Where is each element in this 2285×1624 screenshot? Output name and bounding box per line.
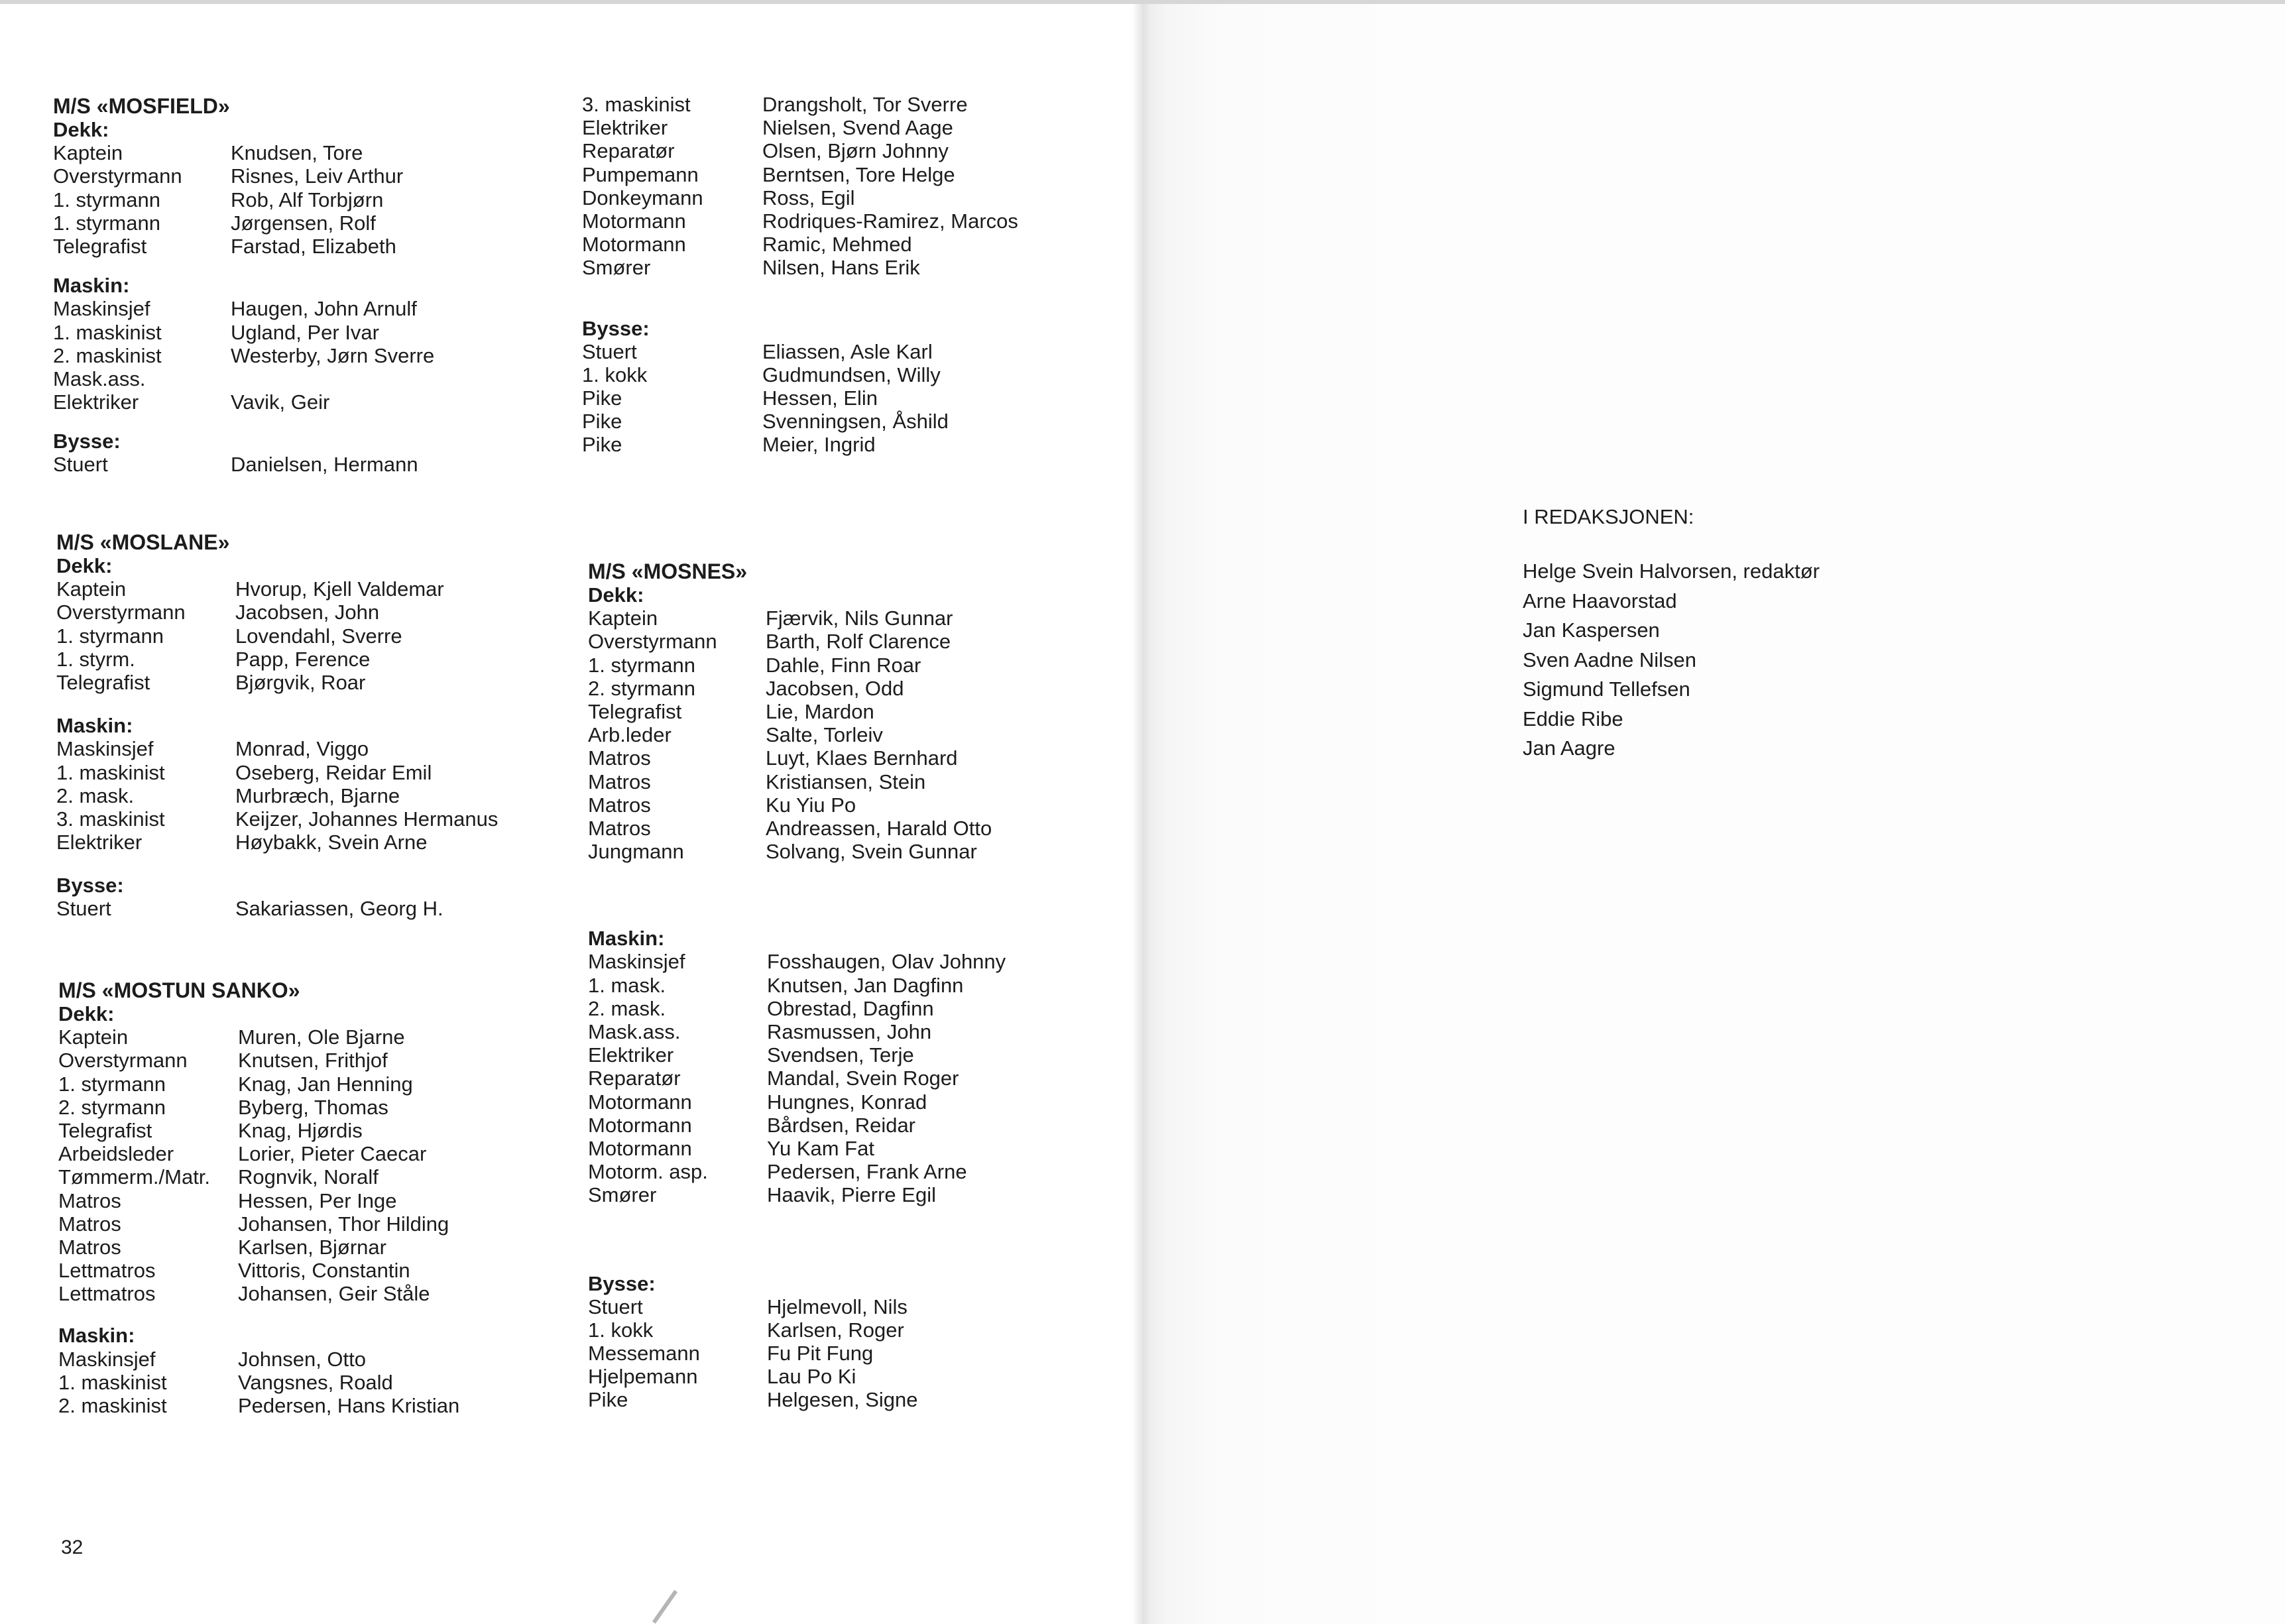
crew-row	[53, 453, 418, 477]
crew-row	[582, 139, 949, 163]
crew-name: Olsen, Bjørn Johnny	[762, 139, 949, 163]
crew-row	[588, 1342, 874, 1365]
crew-role: Smører	[588, 1183, 657, 1207]
crew-name: Høybakk, Svein Arne	[235, 831, 428, 854]
crew-name: Rob, Alf Torbjørn	[231, 188, 384, 211]
crew-name: Lie, Mardon	[766, 699, 874, 723]
crew-name: Vangsnes, Roald	[238, 1370, 393, 1394]
section-title-dekk: Dekk:	[56, 554, 113, 577]
crew-row	[588, 746, 958, 770]
section-title-dekk: Dekk:	[58, 1002, 115, 1025]
crew-role: Stuert	[56, 897, 111, 921]
crew-row	[58, 1142, 427, 1166]
crew-rows	[53, 141, 404, 258]
crew-list-moslane	[56, 530, 498, 921]
crew-row	[58, 1259, 410, 1283]
crew-role: Stuert	[588, 1295, 643, 1318]
crew-role: Smører	[582, 256, 651, 280]
crew-row	[58, 1212, 449, 1236]
crew-row	[53, 234, 396, 258]
editorial-member: Sigmund Tellefsen	[1523, 677, 1690, 701]
crew-list-mosnes	[588, 559, 1006, 1412]
crew-row	[582, 256, 920, 280]
crew-name: Hjelmevoll, Nils	[767, 1295, 908, 1318]
crew-row	[53, 297, 417, 321]
crew-row	[53, 164, 404, 188]
crew-role: Arb.leder	[588, 723, 672, 747]
crew-row	[588, 793, 856, 817]
crew-role: 2. styrmann	[58, 1095, 166, 1119]
crew-row	[56, 737, 369, 761]
crew-row	[588, 1295, 908, 1318]
crew-row	[582, 386, 878, 410]
crew-name: Knag, Hjørdis	[238, 1118, 363, 1142]
crew-row	[582, 209, 1018, 233]
crew-name: Hungnes, Konrad	[767, 1090, 927, 1114]
crew-name: Bjørgvik, Roar	[235, 670, 366, 694]
crew-name: Drangsholt, Tor Sverre	[762, 93, 968, 116]
crew-role: Matros	[588, 746, 651, 770]
crew-role: Pike	[582, 386, 622, 410]
editorial-header: I REDAKSJONEN:	[1523, 505, 1694, 528]
crew-role: Kaptein	[58, 1025, 129, 1049]
crew-row	[53, 343, 435, 367]
crew-row	[588, 973, 964, 997]
crew-role: Lettmatros	[58, 1282, 156, 1306]
crew-row	[582, 339, 933, 363]
crew-role: Motormann	[588, 1090, 692, 1114]
crew-role: Jungmann	[588, 840, 684, 864]
crew-row	[58, 1095, 388, 1119]
crew-row	[588, 723, 883, 747]
crew-row	[53, 320, 379, 344]
crew-row	[53, 367, 230, 390]
crew-role: Matros	[58, 1189, 121, 1212]
crew-role: 3. maskinist	[582, 93, 691, 116]
crew-row	[582, 233, 912, 257]
crew-list-mostun-sanko	[58, 978, 460, 1418]
crew-name: Helgesen, Signe	[767, 1388, 918, 1412]
crew-row	[56, 783, 400, 807]
crew-rows	[588, 1295, 918, 1412]
editorial-member: Helge Svein Halvorsen, redaktør	[1523, 559, 1820, 583]
crew-name: Ross, Egil	[762, 186, 855, 209]
crew-name: Kristiansen, Stein	[766, 770, 926, 793]
crew-name: Fu Pit Fung	[767, 1342, 874, 1365]
crew-role: Mask.ass.	[588, 1020, 681, 1044]
crew-name: Muren, Ole Bjarne	[238, 1025, 405, 1049]
crew-name: Westerby, Jørn Sverre	[231, 343, 435, 367]
editorial-member-list	[1523, 557, 1820, 764]
crew-rows	[56, 577, 444, 694]
crew-role: Overstyrmann	[53, 164, 182, 188]
crew-name: Lovendahl, Sverre	[235, 624, 402, 648]
crew-role: Elektriker	[56, 831, 143, 854]
crew-row	[588, 1020, 932, 1044]
crew-row	[58, 1025, 405, 1049]
right-page	[1142, 0, 2285, 1624]
crew-row	[56, 624, 402, 648]
crew-role: Elektriker	[53, 390, 139, 414]
crew-role: Arbeidsleder	[58, 1142, 174, 1166]
crew-role: Donkeymann	[582, 186, 703, 209]
crew-row	[58, 1235, 386, 1259]
editorial-member: Sven Aadne Nilsen	[1523, 648, 1696, 671]
crew-name: Fosshaugen, Olav Johnny	[767, 950, 1006, 974]
crew-rows	[588, 950, 1006, 1207]
crew-name: Murbræch, Bjarne	[235, 783, 400, 807]
crew-row	[588, 1136, 874, 1160]
crew-role: Telegrafist	[58, 1118, 152, 1142]
crew-row	[588, 1160, 967, 1184]
crew-name: Hessen, Elin	[762, 386, 878, 410]
crew-rows	[588, 607, 992, 864]
crew-role: 1. kokk	[582, 363, 648, 386]
crew-list-mosfield	[53, 94, 435, 477]
crew-role: Overstyrmann	[58, 1049, 188, 1073]
crew-name: Sakariassen, Georg H.	[235, 897, 443, 921]
crew-row	[53, 390, 330, 414]
crew-name: Vavik, Geir	[231, 390, 330, 414]
crew-name: Haugen, John Arnulf	[231, 297, 417, 321]
crew-role: Motormann	[582, 209, 686, 233]
crew-row	[588, 630, 951, 654]
crew-row	[56, 807, 498, 831]
crew-role: Motorm. asp.	[588, 1160, 708, 1184]
crew-role: Elektriker	[588, 1043, 674, 1067]
crew-row	[588, 1388, 918, 1412]
crew-row	[588, 1318, 904, 1342]
crew-role: Maskinsjef	[56, 737, 154, 761]
crew-role: 1. kokk	[588, 1318, 654, 1342]
editorial-member: Eddie Ribe	[1523, 707, 1623, 730]
crew-row	[588, 1113, 916, 1137]
crew-role: Messemann	[588, 1342, 700, 1365]
crew-role: 2. maskinist	[53, 343, 162, 367]
editorial-staff	[1523, 505, 1820, 764]
editorial-member: Jan Aagre	[1523, 736, 1615, 760]
crew-row	[588, 996, 934, 1020]
crew-role: Motormann	[588, 1113, 692, 1137]
crew-role: Pike	[582, 410, 622, 434]
crew-row	[588, 950, 1006, 974]
crew-row	[56, 760, 432, 784]
crew-row	[58, 1165, 379, 1189]
crew-name: Ramic, Mehmed	[762, 233, 912, 257]
crew-role: 1. styrmann	[588, 653, 695, 677]
crew-row	[58, 1049, 388, 1073]
crew-row	[582, 162, 955, 186]
crew-role: Reparatør	[582, 139, 675, 163]
crew-row	[58, 1282, 430, 1306]
crew-row	[588, 607, 953, 630]
crew-role: 1. mask.	[588, 973, 666, 997]
crew-row	[582, 410, 949, 434]
crew-name: Jacobsen, Odd	[766, 676, 904, 700]
crew-name: Pedersen, Frank Arne	[767, 1160, 967, 1184]
crew-row	[56, 831, 428, 854]
crew-row	[58, 1118, 363, 1142]
crew-name: Rodriques-Ramirez, Marcos	[762, 209, 1018, 233]
crew-row	[56, 577, 444, 601]
crew-name: Barth, Rolf Clarence	[766, 630, 951, 654]
crew-row	[56, 670, 366, 694]
crew-name: Lorier, Pieter Caecar	[238, 1142, 427, 1166]
crew-role: Tømmerm./Matr.	[58, 1165, 211, 1189]
crew-row	[588, 1043, 914, 1067]
crew-name: Obrestad, Dagfinn	[767, 996, 934, 1020]
crew-name: Vittoris, Constantin	[238, 1259, 410, 1283]
crew-name: Nilsen, Hans Erik	[762, 256, 920, 280]
crew-rows	[56, 897, 443, 921]
crew-name: Lau Po Ki	[767, 1365, 856, 1389]
crew-role: Maskinsjef	[53, 297, 150, 321]
crew-name: Risnes, Leiv Arthur	[231, 164, 404, 188]
crew-role: Pike	[588, 1388, 628, 1412]
crew-rows	[582, 339, 949, 457]
crew-row	[588, 653, 921, 677]
crew-name: Johansen, Thor Hilding	[238, 1212, 449, 1236]
ship-title: M/S «MOSFIELD»	[53, 94, 230, 118]
crew-role: 1. styrmann	[53, 188, 160, 211]
section-title-dekk: Dekk:	[53, 118, 109, 141]
crew-row	[56, 647, 371, 671]
section-title-maskin: Maskin:	[56, 714, 133, 738]
ship-title: M/S «MOSTUN SANKO»	[58, 978, 300, 1002]
crew-row	[56, 601, 380, 624]
crew-rows	[56, 737, 498, 854]
crew-role: Elektriker	[582, 116, 668, 140]
crew-role: 1. styrm.	[56, 647, 135, 671]
crew-role: 2. mask.	[588, 996, 666, 1020]
crew-name: Luyt, Klaes Bernhard	[766, 746, 958, 770]
page-fold	[1132, 0, 1152, 1624]
crew-name: Gudmundsen, Willy	[762, 363, 941, 386]
crew-name: Berntsen, Tore Helge	[762, 162, 955, 186]
crew-row	[582, 93, 968, 116]
crew-name: Knutsen, Jan Dagfinn	[767, 973, 964, 997]
crew-name: Jørgensen, Rolf	[231, 211, 376, 235]
crew-row	[588, 1365, 856, 1389]
crew-name: Knag, Jan Henning	[238, 1072, 413, 1096]
crew-name: Knutsen, Frithjof	[238, 1049, 388, 1073]
crew-rows	[582, 93, 1018, 280]
crew-role: 1. maskinist	[56, 760, 165, 784]
crew-name: Karlsen, Roger	[767, 1318, 904, 1342]
crew-role: Stuert	[53, 453, 108, 477]
crew-role: 1. maskinist	[58, 1370, 167, 1394]
crew-name: Rasmussen, John	[767, 1020, 932, 1044]
section-title-bysse: Bysse:	[582, 316, 650, 340]
crew-name: Andreassen, Harald Otto	[766, 816, 992, 840]
crew-role: Matros	[588, 793, 651, 817]
crew-row	[58, 1189, 397, 1212]
crew-name: Pedersen, Hans Kristian	[238, 1394, 460, 1418]
crew-name: Johansen, Geir Ståle	[238, 1282, 430, 1306]
crew-role: Matros	[58, 1212, 121, 1236]
crew-row	[588, 770, 926, 793]
crew-name: Monrad, Viggo	[235, 737, 369, 761]
crew-role: Kaptein	[56, 577, 127, 601]
crew-role: 3. maskinist	[56, 807, 165, 831]
crew-role: Pike	[582, 433, 622, 457]
crew-role: Overstyrmann	[56, 601, 186, 624]
section-title-maskin: Maskin:	[588, 927, 665, 951]
crew-row	[582, 433, 876, 457]
crew-role: Pumpemann	[582, 162, 699, 186]
crew-name: Solvang, Svein Gunnar	[766, 840, 977, 864]
crew-role: Maskinsjef	[588, 950, 685, 974]
crew-row	[588, 676, 904, 700]
section-title-dekk: Dekk:	[588, 583, 644, 607]
crew-name: Dahle, Finn Roar	[766, 653, 921, 677]
crew-rows	[53, 297, 435, 414]
ship-title: M/S «MOSLANE»	[56, 530, 230, 554]
section-title-maskin: Maskin:	[53, 274, 130, 298]
crew-row	[53, 211, 376, 235]
editorial-member: Jan Kaspersen	[1523, 618, 1660, 642]
crew-name: Salte, Torleiv	[766, 723, 883, 747]
crew-name: Jacobsen, John	[235, 601, 380, 624]
crew-role: Telegrafist	[588, 699, 682, 723]
crew-name: Knudsen, Tore	[231, 141, 363, 165]
crew-name: Yu Kam Fat	[767, 1136, 874, 1160]
crew-row	[53, 188, 384, 211]
crew-row	[588, 1067, 959, 1090]
page-top-edge	[0, 0, 2285, 4]
crew-name: Byberg, Thomas	[238, 1095, 388, 1119]
section-title-bysse: Bysse:	[53, 430, 121, 453]
crew-row	[58, 1347, 367, 1371]
crew-rows	[58, 1347, 460, 1418]
crew-list-continued	[582, 93, 1018, 457]
crew-role: Telegrafist	[53, 234, 147, 258]
crew-role: Matros	[588, 816, 651, 840]
crew-role: 2. mask.	[56, 783, 135, 807]
crew-role: 1. styrmann	[56, 624, 164, 648]
crew-role: Maskinsjef	[58, 1347, 156, 1371]
crew-name: Nielsen, Svend Aage	[762, 116, 953, 140]
crew-name: Eliassen, Asle Karl	[762, 339, 933, 363]
crew-name: Danielsen, Hermann	[231, 453, 418, 477]
crew-row	[588, 840, 977, 864]
crew-role: Motormann	[588, 1136, 692, 1160]
crew-role: Lettmatros	[58, 1259, 156, 1283]
crew-name: Haavik, Pierre Egil	[767, 1183, 936, 1207]
crew-rows	[53, 453, 418, 477]
crew-name: Ugland, Per Ivar	[231, 320, 379, 344]
ship-title: M/S «MOSNES»	[588, 559, 748, 583]
editorial-member: Arne Haavorstad	[1523, 589, 1677, 612]
crew-name: Fjærvik, Nils Gunnar	[766, 607, 953, 630]
crew-role: 1. styrmann	[58, 1072, 166, 1096]
crew-row	[588, 1090, 927, 1114]
crew-row	[58, 1394, 460, 1418]
crew-name: Karlsen, Bjørnar	[238, 1235, 386, 1259]
crew-row	[588, 1183, 936, 1207]
crew-role: 1. maskinist	[53, 320, 162, 344]
crew-role: 2. maskinist	[58, 1394, 167, 1418]
crew-row	[582, 363, 941, 386]
crew-role: Hjelpemann	[588, 1365, 698, 1389]
crew-name: Oseberg, Reidar Emil	[235, 760, 432, 784]
crew-role: Mask.ass.	[53, 367, 146, 390]
crew-rows	[58, 1025, 449, 1306]
crew-name: Svenningsen, Åshild	[762, 410, 949, 434]
crew-name: Bårdsen, Reidar	[767, 1113, 916, 1137]
crew-role: Matros	[588, 770, 651, 793]
crew-name: Papp, Ference	[235, 647, 371, 671]
crew-name: Hvorup, Kjell Valdemar	[235, 577, 444, 601]
crew-name: Mandal, Svein Roger	[767, 1067, 959, 1090]
crew-role: Stuert	[582, 339, 637, 363]
crew-row	[582, 186, 855, 209]
section-title-bysse: Bysse:	[588, 1271, 656, 1295]
crew-row	[588, 816, 992, 840]
crew-name: Farstad, Elizabeth	[231, 234, 396, 258]
crew-row	[582, 116, 953, 140]
crew-row	[588, 699, 874, 723]
crew-role: Kaptein	[588, 607, 658, 630]
crew-row	[58, 1370, 393, 1394]
crew-role: Kaptein	[53, 141, 123, 165]
crew-name: Meier, Ingrid	[762, 433, 876, 457]
crew-role: Reparatør	[588, 1067, 681, 1090]
crew-row	[58, 1072, 413, 1096]
crew-row	[53, 141, 363, 165]
crew-name: Svendsen, Terje	[767, 1043, 914, 1067]
crew-role: 2. styrmann	[588, 676, 695, 700]
crew-row	[56, 897, 443, 921]
section-title-bysse: Bysse:	[56, 874, 124, 898]
page-number: 32	[61, 1537, 84, 1558]
crew-name: Rognvik, Noralf	[238, 1165, 379, 1189]
crew-role: Motormann	[582, 233, 686, 257]
crew-name: Ku Yiu Po	[766, 793, 856, 817]
section-title-maskin: Maskin:	[58, 1324, 135, 1348]
crew-role: 1. styrmann	[53, 211, 160, 235]
crew-name: Johnsen, Otto	[238, 1347, 367, 1371]
crew-name: Keijzer, Johannes Hermanus	[235, 807, 498, 831]
crew-role: Telegrafist	[56, 670, 150, 694]
crew-name: Hessen, Per Inge	[238, 1189, 397, 1212]
crew-role: Overstyrmann	[588, 630, 717, 654]
crew-role: Matros	[58, 1235, 121, 1259]
